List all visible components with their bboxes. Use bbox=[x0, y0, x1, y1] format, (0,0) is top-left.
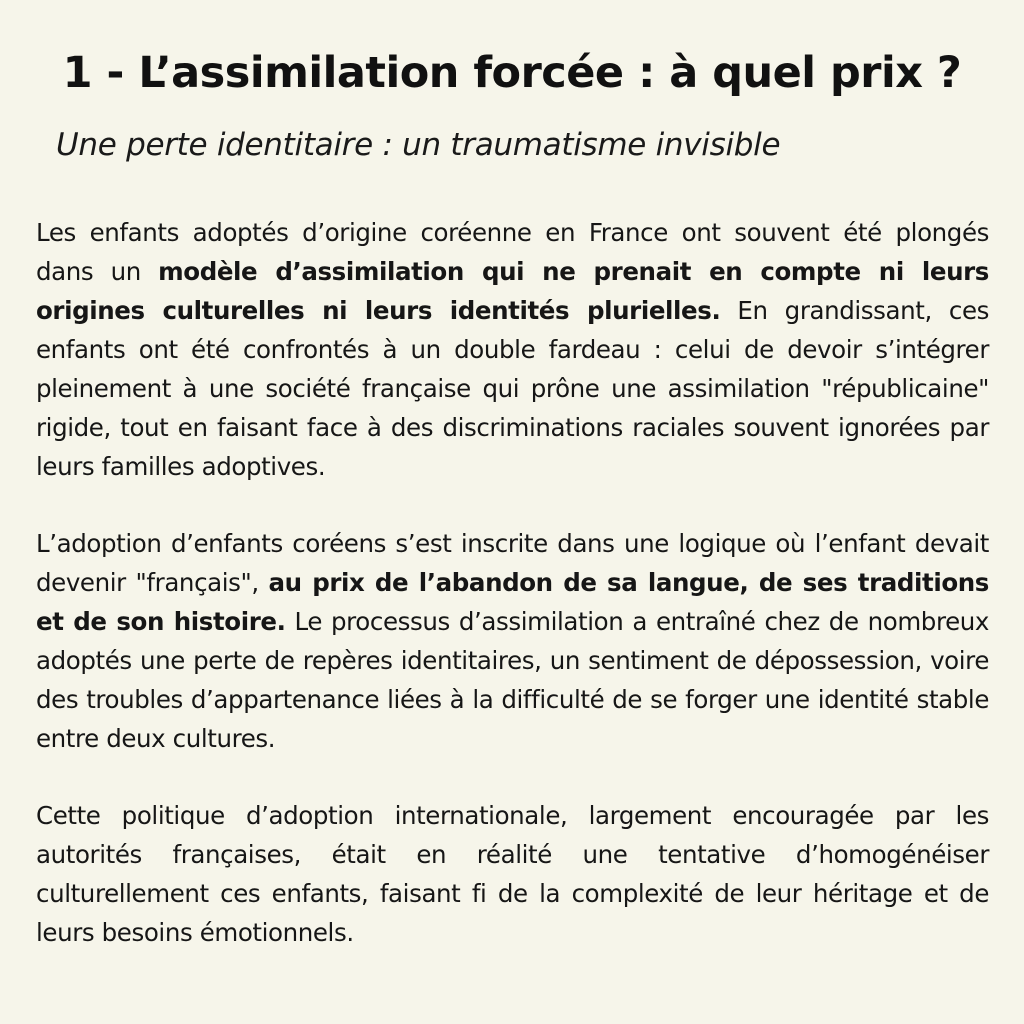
paragraph-3-text: Cette politique d’adoption internationale, largement encouragée par les autorités françaises, était en réalité une tentative d’homogénéiser culturellement ces enfants, faisant fi de la complexité de leur héritage et de leurs besoins émotionnels. bbox=[36, 801, 989, 947]
paragraph-2 bbox=[36, 524, 989, 758]
paragraph-2-bold-text: au prix de l’abandon de sa langue, de ses traditions et de son histoire. bbox=[36, 568, 989, 636]
paragraph-2-text-after: Le processus d’assimilation a entraîné chez de nombreux adoptés une perte de repères identitaires, un sentiment de dépossession, voire des troubles d’appartenance liées à la difficulté de se forger une identité stable entre deux cultures. bbox=[36, 607, 989, 753]
paragraph-1-text-after: En grandissant, ces enfants ont été confrontés à un double fardeau : celui de devoir s’intégrer pleinement à une société française qui prône une assimilation "républicaine" rigide, tout en faisant face à des discriminations raciales souvent ignorées par leurs familles adoptives. bbox=[36, 296, 989, 481]
paragraph-1-text-before: Les enfants adoptés d’origine coréenne en France ont souvent été plongés dans un bbox=[36, 218, 989, 286]
page-subtitle: Une perte identitaire : un traumatisme invisible bbox=[56, 127, 781, 163]
paragraph-1 bbox=[36, 213, 989, 486]
paragraph-1-bold-text: modèle d’assimilation qui ne prenait en compte ni leurs origines culturelles ni leurs identités plurielles. bbox=[36, 257, 989, 325]
paragraph-2-text-before: L’adoption d’enfants coréens s’est inscrite dans une logique où l’enfant devait devenir "français", bbox=[36, 529, 989, 597]
page-title: 1 - L’assimilation forcée : à quel prix ? bbox=[62, 48, 962, 98]
paragraph-3 bbox=[36, 796, 989, 952]
